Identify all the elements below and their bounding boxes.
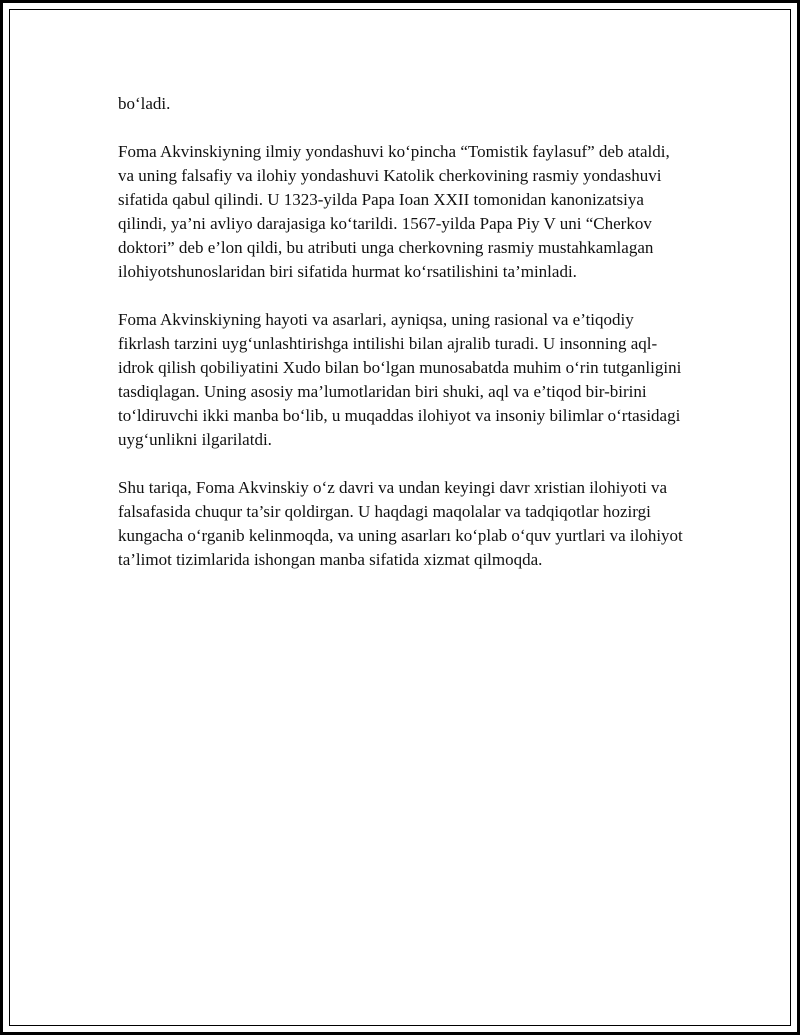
paragraph-reason-and-faith: Foma Akvinskiyning hayoti va asarlari, ayniqsa, uning rasional va e’tiqodiy fikrlash tarzini uyg‘unlashtirishga intilishi bilan ajralib turadi. U insonning aql-idrok qilish qobiliyatini Xudo bilan bo‘lgan munosabatda muhim o‘rin tutganligini tasdiqlagan. Uning asosiy ma’lumotlaridan biri shuki, aql va e’tiqod bir-birini to‘ldiruvchi ikki manba bo‘lib, u muqaddas ilohiyot va insoniy bilimlar o‘rtasidagi uyg‘unlikni ilgarilatdi. <box>118 310 682 449</box>
paragraph-thomist-recognition: Foma Akvinskiyning ilmiy yondashuvi ko‘pincha “Tomistik faylasuf” deb ataldi, va uning falsafiy va ilohiy yondashuvi Katolik cherkovining rasmiy yondashuvi sifatida qabul qilindi. U 1323-yilda Papa Ioan XXII tomonidan kanonizatsiya qilindi, ya’ni avliyo darajasiga ko‘tarildi. 1567-yilda Papa Piy V uni “Cherkov doktori” deb e’lon qildi, bu atributi unga cherkovning rasmiy mustahkamlagan ilohiyotshunoslaridan biri sifatida hurmat ko‘rsatilishini ta’minladi. <box>118 142 670 281</box>
document-body <box>118 92 684 596</box>
paragraph-influence: Shu tariqa, Foma Akvinskiy o‘z davri va undan keyingi davr xristian ilohiyoti va falsafasida chuqur ta’sir qoldirgan. U haqdagi maqolalar va tadqiqotlar hozirgi kungacha o‘rganib kelinmoqda, va uning asarları ko‘plab o‘quv yurtlari va ilohiyot ta’limot tizimlarida ishongan manba sifatida xizmat qilmoqda. <box>118 478 683 569</box>
paragraph-continuation: bo‘ladi. <box>118 94 171 113</box>
